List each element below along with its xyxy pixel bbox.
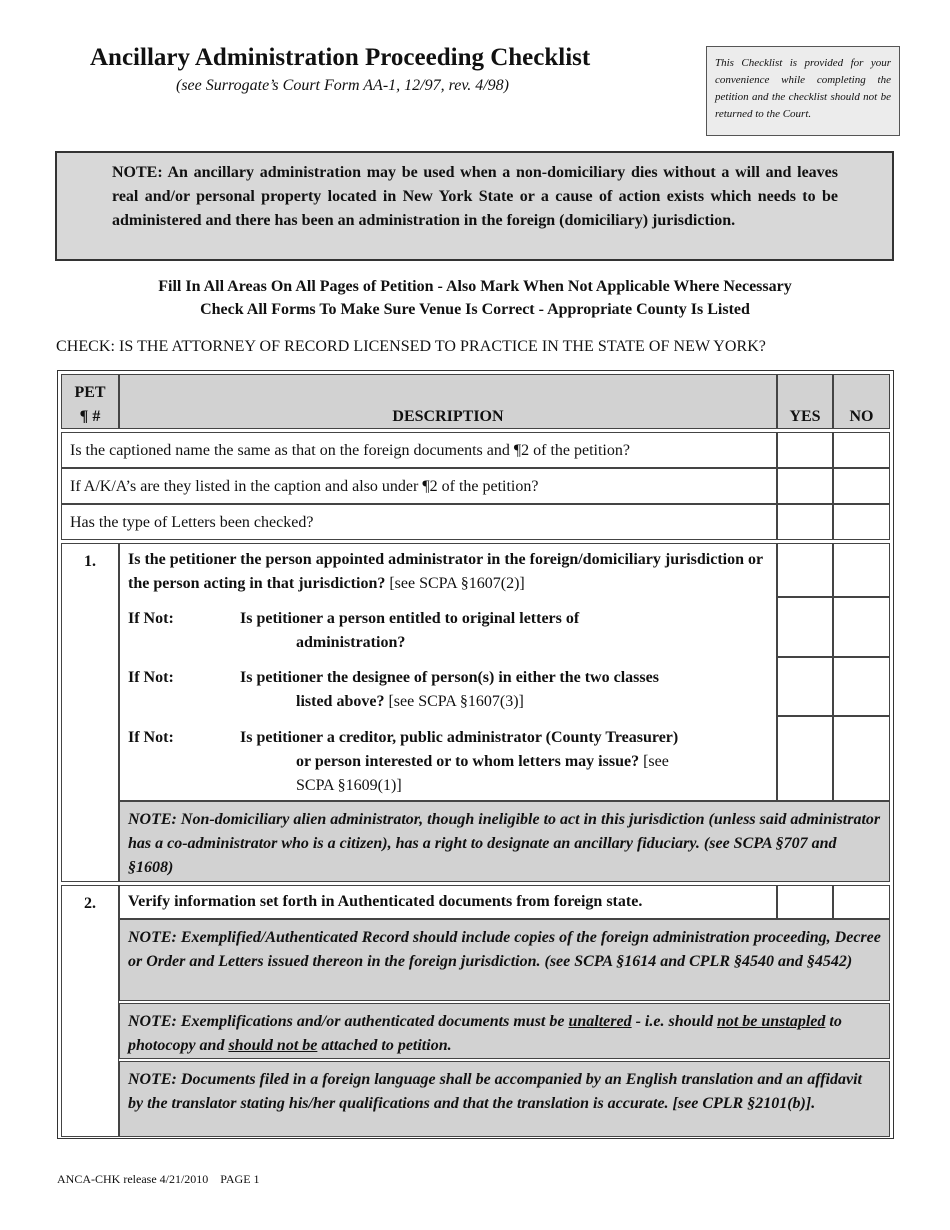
item-1-ifnot1-no[interactable] (833, 597, 890, 657)
if-not-2-line-b: listed above? (296, 693, 385, 710)
item-2-question: Verify information set forth in Authenticated documents from foreign state. (119, 885, 777, 919)
if-not-3-ref-b: SCPA §1609(1)] (296, 777, 402, 794)
page-footer: ANCA-CHK release 4/21/2010 PAGE 1 (57, 1172, 260, 1186)
note2-part-b: - i.e. should (635, 1013, 713, 1030)
note2-part-d: attached to petition. (321, 1037, 452, 1054)
note2-underline-unaltered: unaltered (568, 1013, 632, 1030)
page-title: Ancillary Administration Proceeding Checklist (90, 44, 591, 71)
if-not-1-line-a: Is petitioner a person entitled to original letters of (240, 610, 580, 627)
item-1-q-yes[interactable] (777, 543, 833, 597)
item-1-ifnot3-no[interactable] (833, 716, 890, 801)
item-2-note-3: NOTE: Documents filed in a foreign language shall be accompanied by an English translation and an affidavit by the translator stating his/her qualifications and that the translation is accurate. [see CPLR §2101(b)]. (119, 1061, 890, 1137)
item-1-note: NOTE: Non-domiciliary alien administrator, though ineligible to act in this jurisdiction (unless said administrator has a co-administrator who is a citizen), has a right to designate an ancillary fiduciary. (see SCPA §707 and §1608) (119, 801, 890, 882)
item-1-question-text: Is the petitioner the person appointed administrator in the foreign/domiciliary jurisdiction or the person acting in that jurisdiction? (128, 551, 763, 592)
item-1-ifnot2-no[interactable] (833, 657, 890, 716)
general-row-2-text: If A/K/A’s are they listed in the caption and also under ¶2 of the petition? (61, 468, 777, 504)
item-1-number: 1. (61, 543, 119, 882)
item-2-yes[interactable] (777, 885, 833, 919)
item-1-question (120, 544, 776, 600)
item-1-ifnot3-yes[interactable] (777, 716, 833, 801)
item-1-question-ref: [see SCPA §1607(2)] (389, 575, 525, 592)
item-2-no[interactable] (833, 885, 890, 919)
general-row-3-yes[interactable] (777, 504, 833, 540)
pet-header (61, 374, 119, 429)
description-header: DESCRIPTION (119, 374, 777, 429)
if-not-2-ref: [see SCPA §1607(3)] (388, 693, 524, 710)
note2-part-c: to photocopy and (128, 1013, 842, 1054)
if-not-3-line-a: Is petitioner a creditor, public administrator (County Treasurer) (240, 729, 679, 746)
item-1-ifnot1-yes[interactable] (777, 597, 833, 657)
if-not-label-2: If Not: (128, 669, 174, 686)
item-2-number: 2. (61, 885, 119, 1137)
general-row-3-text: Has the type of Letters been checked? (61, 504, 777, 540)
if-not-1-line-b: administration? (296, 634, 406, 651)
if-not-3-ref-a: [see (643, 753, 669, 770)
item-2-note-2 (119, 1003, 890, 1059)
general-row-1-text: Is the captioned name the same as that on the foreign documents and ¶2 of the petition? (61, 432, 777, 468)
if-not-label-1: If Not: (128, 610, 174, 627)
item-1-ifnot2-yes[interactable] (777, 657, 833, 716)
general-row-1-no[interactable] (833, 432, 890, 468)
page-subtitle: (see Surrogate’s Court Form AA-1, 12/97, rev. 4/98) (176, 77, 510, 94)
top-note-box (55, 151, 894, 261)
note2-underline-unstapled: not be unstapled (716, 1013, 826, 1030)
top-note-text: NOTE: An ancillary administration may be used when a non-domiciliary dies without a will and leaves real and/or personal property located in New York State or a cause of action exists which needs to be administered and there has been an administration in the foreign (domiciliary) jurisdiction. (112, 164, 838, 229)
instruction-line-1: Fill In All Areas On All Pages of Petition - Also Mark When Not Applicable Where Necessary (158, 278, 792, 295)
side-note-box: This Checklist is provided for your convenience while completing the petition and the checklist should not be returned to the Court. (706, 46, 900, 136)
checklist-table (57, 370, 894, 1139)
note2-underline-should-not-be: should not be (228, 1037, 318, 1054)
attorney-check-line: CHECK: IS THE ATTORNEY OF RECORD LICENSED TO PRACTICE IN THE STATE OF NEW YORK? (56, 338, 766, 355)
yes-header: YES (777, 374, 833, 429)
item-1-q-no[interactable] (833, 543, 890, 597)
pet-header-line2: ¶ # (79, 408, 101, 425)
if-not-3-line-b: or person interested or to whom letters may issue? (296, 753, 640, 770)
item-2-note-1: NOTE: Exemplified/Authenticated Record should include copies of the foreign administration proceeding, Decree or Order and Letters issued thereon in the foreign jurisdiction. (see SCPA §1614 and CPLR §4540 and §4542) (119, 919, 890, 1001)
instruction-line-2: Check All Forms To Make Sure Venue Is Correct - Appropriate County Is Listed (200, 301, 750, 318)
if-not-label-3: If Not: (128, 729, 174, 746)
general-row-2-no[interactable] (833, 468, 890, 504)
general-row-3-no[interactable] (833, 504, 890, 540)
if-not-2-line-a: Is petitioner the designee of person(s) in either the two classes (240, 669, 659, 686)
no-header: NO (833, 374, 890, 429)
general-row-1-yes[interactable] (777, 432, 833, 468)
pet-header-line1: PET (74, 384, 106, 401)
general-row-2-yes[interactable] (777, 468, 833, 504)
note2-part-a: NOTE: Exemplifications and/or authenticated documents must be (128, 1013, 565, 1030)
